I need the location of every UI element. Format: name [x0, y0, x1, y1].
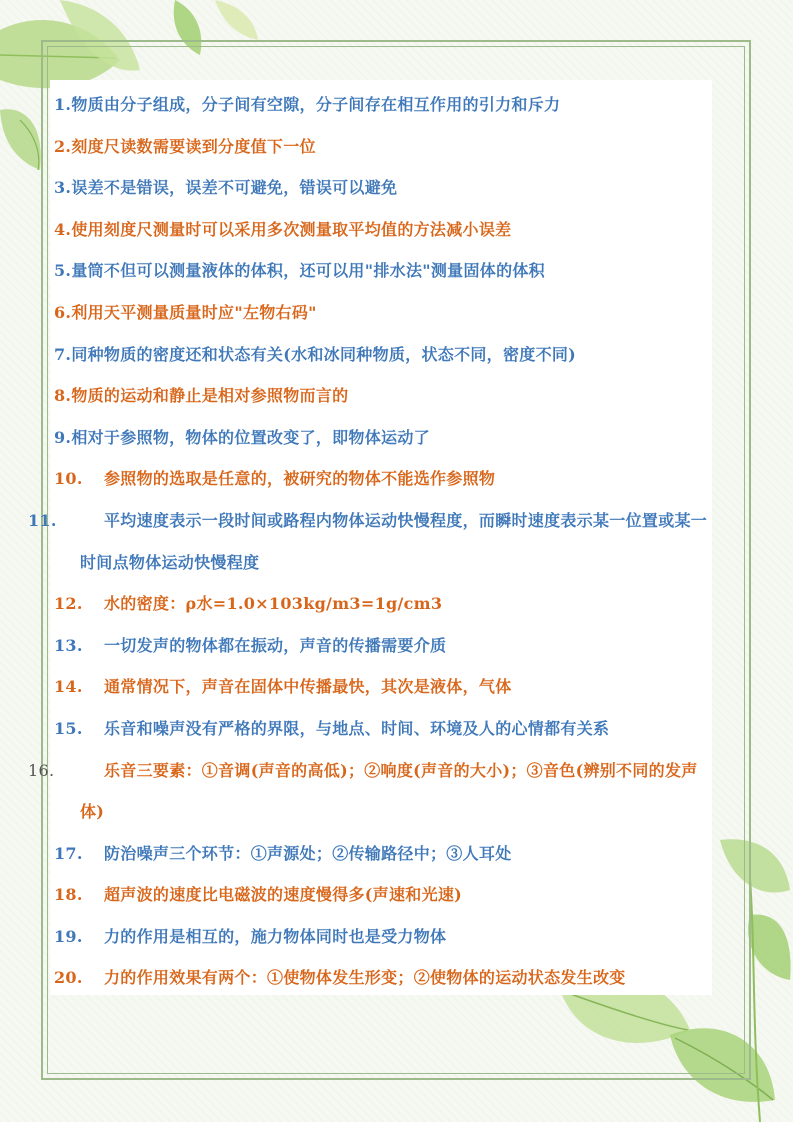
item-text: 相对于参照物，物体的位置改变了，即物体运动了: [71, 427, 430, 447]
item-number: 19.: [54, 926, 83, 946]
item-text: 同种物质的密度还和状态有关(水和冰同种物质，状态不同，密度不同): [71, 344, 577, 364]
list-item: [54, 458, 714, 500]
list-item: [54, 292, 714, 334]
list-item: [54, 84, 714, 126]
list-item: [54, 334, 714, 376]
item-text: 通常情况下，声音在固体中传播最快，其次是液体，气体: [104, 677, 512, 697]
knowledge-list: [28, 84, 714, 999]
item-number: 6.: [54, 302, 72, 322]
list-item: [28, 750, 714, 833]
item-number: 10.: [54, 469, 83, 489]
list-item: [54, 375, 714, 417]
item-number: 5.: [54, 261, 72, 281]
item-number: 2.: [54, 136, 72, 156]
item-number: 12.: [54, 594, 83, 614]
item-number: 9.: [54, 427, 72, 447]
item-text: 水的密度：ρ水=1.0×103kg/m3=1g/cm3: [104, 594, 443, 614]
item-text: 防治噪声三个环节：①声源处；②传输路径中；③人耳处: [104, 843, 512, 863]
item-text: 利用天平测量质量时应"左物右码": [71, 302, 317, 322]
item-text: 误差不是错误，误差不可避免，错误可以避免: [71, 178, 398, 198]
item-number: 13.: [54, 635, 83, 655]
item-number: 16.: [28, 760, 55, 780]
item-text: 参照物的选取是任意的，被研究的物体不能选作参照物: [104, 469, 496, 489]
item-number: 4.: [54, 219, 72, 239]
item-text: 一切发声的物体都在振动，声音的传播需要介质: [104, 635, 447, 655]
item-number: 1.: [54, 95, 72, 114]
list-item: [54, 126, 714, 168]
item-number: 7.: [54, 344, 72, 364]
item-text: 力的作用效果有两个：①使物体发生形变；②使物体的运动状态发生改变: [104, 968, 626, 988]
list-item: [54, 583, 714, 625]
item-text: 使用刻度尺测量时可以采用多次测量取平均值的方法减小误差: [71, 219, 512, 239]
item-text: 物质的运动和静止是相对参照物而言的: [71, 386, 349, 406]
list-item: [54, 167, 714, 209]
list-item: [54, 666, 714, 708]
item-number: 3.: [54, 178, 72, 198]
list-item: [54, 625, 714, 667]
list-item: [28, 500, 714, 583]
item-text: 物质由分子组成，分子间有空隙，分子间存在相互作用的引力和斥力: [71, 95, 561, 114]
list-item: [54, 417, 714, 459]
list-item: [54, 874, 714, 916]
list-item: [54, 957, 714, 999]
item-text: 量筒不但可以测量液体的体积，还可以用"排水法"测量固体的体积: [71, 261, 545, 281]
item-text: 刻度尺读数需要读到分度值下一位: [71, 136, 316, 156]
item-number: 18.: [54, 885, 83, 905]
item-text: 力的作用是相互的，施力物体同时也是受力物体: [104, 926, 447, 946]
list-item: [54, 250, 714, 292]
item-text: 超声波的速度比电磁波的速度慢得多(声速和光速): [104, 885, 463, 905]
item-number: 8.: [54, 386, 72, 406]
item-text: 乐音三要素：①音调(声音的高低)；②响度(声音的大小)；③音色(辨别不同的发声体): [80, 760, 698, 822]
item-number: 11.: [28, 510, 57, 530]
list-item: [54, 833, 714, 875]
item-number: 15.: [54, 718, 83, 738]
list-item: [54, 209, 714, 251]
item-number: 14.: [54, 677, 83, 697]
item-text: 平均速度表示一段时间或路程内物体运动快慢程度，而瞬时速度表示某一位置或某一时间点物体运动快慢程度: [80, 510, 708, 572]
item-number: 20.: [54, 968, 83, 988]
list-item: [54, 708, 714, 750]
item-text: 乐音和噪声没有严格的界限，与地点、时间、环境及人的心情都有关系: [104, 718, 610, 738]
item-number: 17.: [54, 843, 83, 863]
list-item: [54, 916, 714, 958]
